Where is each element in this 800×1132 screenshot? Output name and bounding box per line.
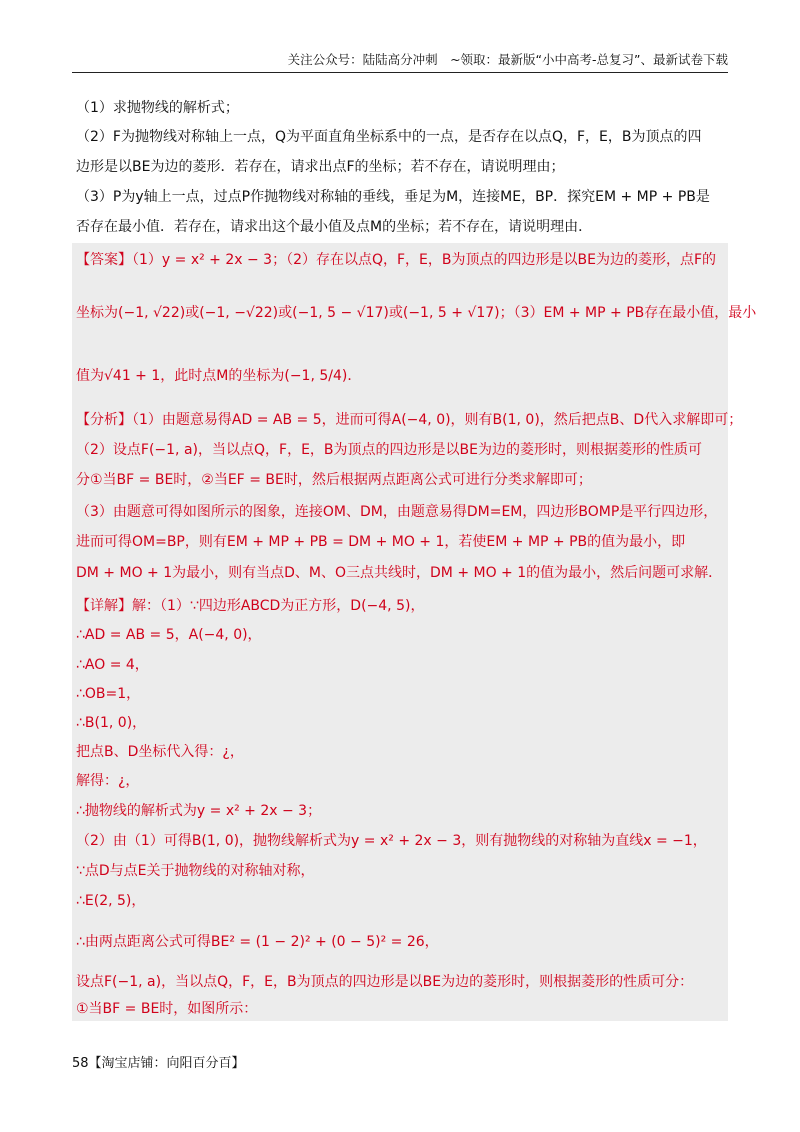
detail-line-6: 把点B、D坐标代入得：¿，: [76, 744, 244, 760]
analysis-line-6: DM + MO + 1为最小，则有当点D、M、O三点共线时，DM + MO + 1的值为最小，然后问题可求解．: [76, 565, 723, 581]
detail-line-10: ∵点D与点E关于抛物线的对称轴对称，: [76, 863, 315, 879]
detail-line-9: （2）由（1）可得B(1, 0)，抛物线解析式为y = x² + 2x − 3，则有抛物线的对称轴为直线x = −1，: [76, 833, 707, 849]
detail-line-2: ∴AD = AB = 5，A(−4, 0)，: [76, 627, 262, 643]
detail-line-13: 设点F(−1, a)，当以点Q，F，E，B为顶点的四边形是以BE为边的菱形时，则根据菱形的性质可分：: [76, 974, 694, 990]
analysis-line-1: 【分析】（1）由题意易得AD = AB = 5，进而可得A(−4, 0)，则有B(1, 0)，然后把点B、D代入求解即可；: [76, 412, 743, 428]
analysis-line-3: 分①当BF = BE时，②当EF = BE时，然后根据两点距离公式可进行分类求解即可；: [76, 472, 592, 488]
detail-line-7: 解得：¿，: [76, 773, 140, 789]
analysis-line-4: （3）由题意可得如图所示的图象，连接OM、DM，由题意易得DM=EM，四边形BOMP是平行四边形，: [76, 504, 718, 520]
detail-line-5: ∴B(1, 0)，: [76, 715, 147, 731]
answer-line-2: 坐标为(−1, √22)或(−1, −√22)或(−1, 5 − √17)或(−1, 5 + √17)；（3）EM + MP + PB存在最小值，最小: [76, 305, 757, 321]
detail-line-4: ∴OB=1，: [76, 686, 141, 702]
question-2-line-2: 边形是以BE为边的菱形．若存在，请求出点F的坐标；若不存在，请说明理由；: [76, 159, 565, 175]
question-3-line-1: （3）P为y轴上一点，过点P作抛物线对称轴的垂线，垂足为M，连接ME，BP．探究EM + MP + PB是: [76, 189, 710, 205]
answer-line-1: 【答案】（1）y = x² + 2x − 3；（2）存在以点Q，F，E，B为顶点的四边形是以BE为边的菱形，点F的: [76, 252, 717, 268]
analysis-line-5: 进而可得OM=BP，则有EM + MP + PB = DM + MO + 1，若使EM + MP + PB的值为最小，即: [76, 534, 686, 550]
answer-line-3: 值为√41 + 1，此时点M的坐标为(−1, 5/4)．: [76, 368, 362, 384]
detail-line-14: ①当BF = BE时，如图所示：: [76, 1001, 258, 1017]
detail-line-11: ∴E(2, 5)，: [76, 893, 146, 909]
detail-line-3: ∴AO = 4，: [76, 657, 149, 673]
detail-line-8: ∴抛物线的解析式为y = x² + 2x − 3；: [76, 803, 322, 819]
page-footer: 58【淘宝店铺：向阳百分百】: [72, 1056, 245, 1071]
question-2-line-1: （2）F为抛物线对称轴上一点，Q为平面直角坐标系中的一点，是否存在以点Q，F，E，B为顶点的四: [76, 129, 702, 145]
detail-line-12: ∴由两点距离公式可得BE² = (1 − 2)² + (0 − 5)² = 26，: [76, 934, 439, 950]
detail-line-1: 【详解】解：（1）∵四边形ABCD为正方形，D(−4, 5)，: [76, 598, 425, 614]
question-3-line-2: 否存在最小值．若存在，请求出这个最小值及点M的坐标；若不存在，请说明理由．: [76, 219, 593, 235]
question-1: （1）求抛物线的解析式；: [76, 100, 239, 116]
analysis-line-2: （2）设点F(−1, a)，当以点Q，F，E，B为顶点的四边形是以BE为边的菱形时，则根据菱形的性质可: [76, 442, 702, 458]
page-header: 关注公众号：陆陆高分冲刺 ~领取：最新版“小中高考-总复习”、最新试卷下载: [72, 52, 728, 73]
